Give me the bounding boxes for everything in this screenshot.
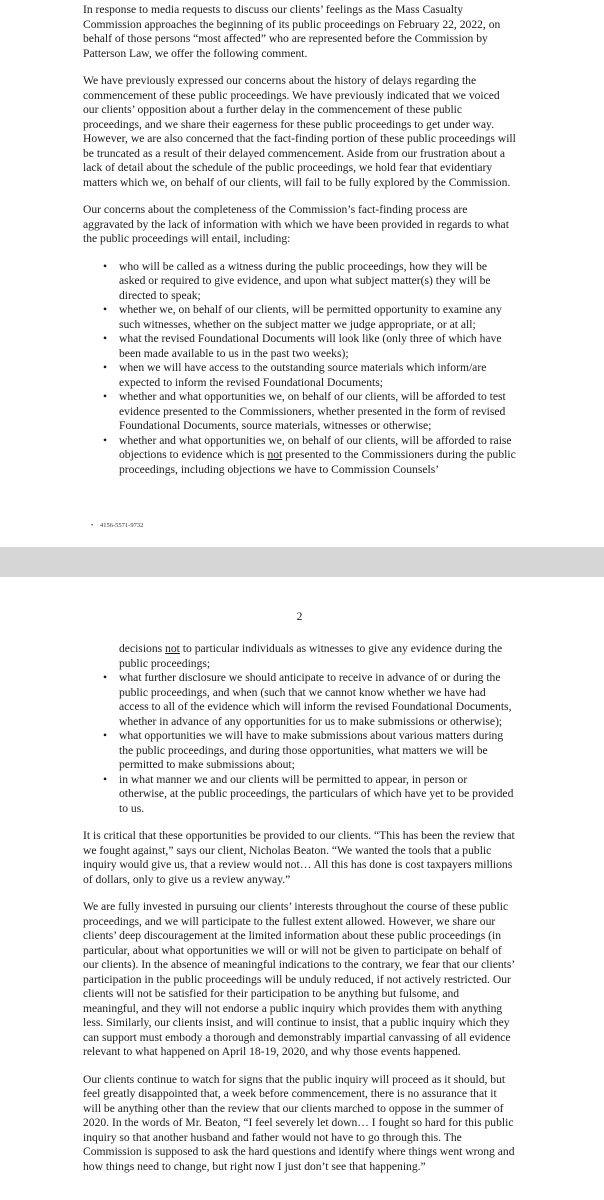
- bullet-icon: •: [103, 729, 108, 742]
- list-item: • whether and what opportunities we, on behalf of our clients, will be afforded to test evidence presented to the Commissioners, whether presented in the form of revised Foundational Documents, source materials, witnesses or otherwise;: [103, 390, 506, 432]
- bullet-icon: •: [103, 332, 108, 345]
- bullet-icon: •: [103, 259, 108, 273]
- bullet-icon: •: [91, 522, 94, 529]
- concerns-list-continued: [83, 642, 516, 816]
- underlined-not: not: [267, 448, 283, 461]
- list-item-continuation: decisions not to particular individuals as witnesses to give any evidence during the public proceedings;: [119, 642, 503, 670]
- bullet-icon: •: [103, 772, 108, 786]
- bullet-icon: •: [103, 433, 108, 447]
- underlined-not: not: [165, 642, 180, 655]
- paragraph-delays: We have previously expressed our concerns about the history of delays regarding the commencement of these public proceedings. We have previously indicated that we voiced our clients’ opposition about a further delay in the commencement of these public proceedings, and we share their eagerness for these public proceedings to get under way. However, we are also concerned that the fact-finding portion of these public proceedings will be truncated as a result of their delayed commencement. Aside from our frustration about a lack of detail about the schedule of the public proceedings, we hold fear that evidentiary matters which we, on behalf of our clients, will fail to be fully explored by the Commission.: [83, 74, 516, 189]
- list-item: • what further disclosure we should anticipate to receive in advance of or during the public proceedings, and when (such that we cannot know whether we have had access to all of the evidence which will inform the revised Foundational Documents, whether in advance of any opportunities for us to make submissions or otherwise);: [103, 671, 512, 728]
- list-item: • who will be called as a witness during the public proceedings, how they will be asked or required to give evidence, and upon what subject matter(s) they will be directed to speak;: [103, 259, 491, 302]
- paragraph-critical: It is critical that these opportunities be provided to our clients. “This has been the review that we fought against,” says our client, Nicholas Beaton. “We wanted the tools that a public inquiry would give us, that a review would not… All this has done is cost taxpayers millions of dollars, only to give us a review anyway.”: [83, 829, 515, 886]
- list-item: • what opportunities we will have to make submissions about various matters during the public proceedings, and during those opportunities, what matters we will be permitted to make submissions about;: [103, 729, 504, 771]
- paragraph-disappointed: Our clients continue to watch for signs that the public inquiry will proceed as it should, but feel greatly disappointed that, a week before commencement, there is no assurance that it will be anything other than the review that our clients marched to oppose in the summer of 2020. In the words of Mr. Beaton, “I feel severely let down… I fought so hard for this public inquiry so that another husband and father would not have to go through this. The Commission is supposed to ask the hard questions and identify where things went wrong and how things need to change, but right now I just don’t see that happening.”: [83, 1072, 515, 1173]
- list-item: • in what manner we and our clients will be permitted to appear, in person or otherwise, at the public proceedings, the particulars of which have yet to be provided to us.: [103, 772, 514, 815]
- list-item: • what the revised Foundational Documents will look like (only three of which have been made available to us in the past two weeks);: [103, 332, 502, 360]
- concerns-list: [83, 260, 516, 478]
- list-item: • whether we, on behalf of our clients, will be permitted opportunity to examine any such witnesses, whether on the subject matter we judge appropriate, or at all;: [103, 303, 502, 331]
- document-id-footer: [91, 522, 144, 530]
- paragraph-invested: We are fully invested in pursuing our clients’ interests throughout the course of these public proceedings, and we will participate to the fullest extent allowed. However, we share our clients’ deep discouragement at the limited information about these public proceedings (in particular, about what opportunities we will or will not be given to participate on behalf of our clients). In the absence of meaningful indications to the contrary, we fear that our clients’ participation in the public proceedings will be unduly reduced, if not actively restricted. Our clients will not be satisfied for their participation to be anything but fulsome, and meaningful, and they will not endorse a public inquiry which provides them with anything less. Similarly, our clients insist, and will continue to insist, that a public inquiry which they can support must embody a thorough and demonstrably impartial canvassing of all evidence relevant to what happened on April 18-19, 2020, and why those events happened.: [83, 900, 515, 1058]
- document-page-1: [0, 0, 604, 547]
- bullet-icon: •: [103, 303, 108, 316]
- bullet-icon: •: [103, 361, 108, 374]
- list-item: • when we will have access to the outstanding source materials which inform/are expected to inform the revised Foundational Documents;: [103, 361, 487, 389]
- paragraph-intro: In response to media requests to discuss our clients’ feelings as the Mass Casualty Commission approaches the beginning of its public proceedings on February 22, 2022, on behalf of those persons “most affected” who are represented before the Commission by Patterson Law, we offer the following comment.: [83, 3, 501, 60]
- list-item: • whether and what opportunities we, on behalf of our clients, will be afforded to raise objections to evidence which is not presented to the Commissioners during the public proceedings, including objections we have to Commission Counsels’: [103, 433, 516, 476]
- bullet-icon: •: [103, 390, 108, 403]
- page-number: 2: [296, 610, 303, 623]
- bullet-icon: •: [103, 671, 108, 684]
- paragraph-concerns: Our concerns about the completeness of the Commission’s fact-finding process are aggravated by the lack of information with which we have been provided in regards to what the public proceedings will entail, including:: [83, 203, 509, 245]
- document-page-2: [0, 577, 604, 1200]
- document-id: 4156-5571-9732: [100, 522, 144, 529]
